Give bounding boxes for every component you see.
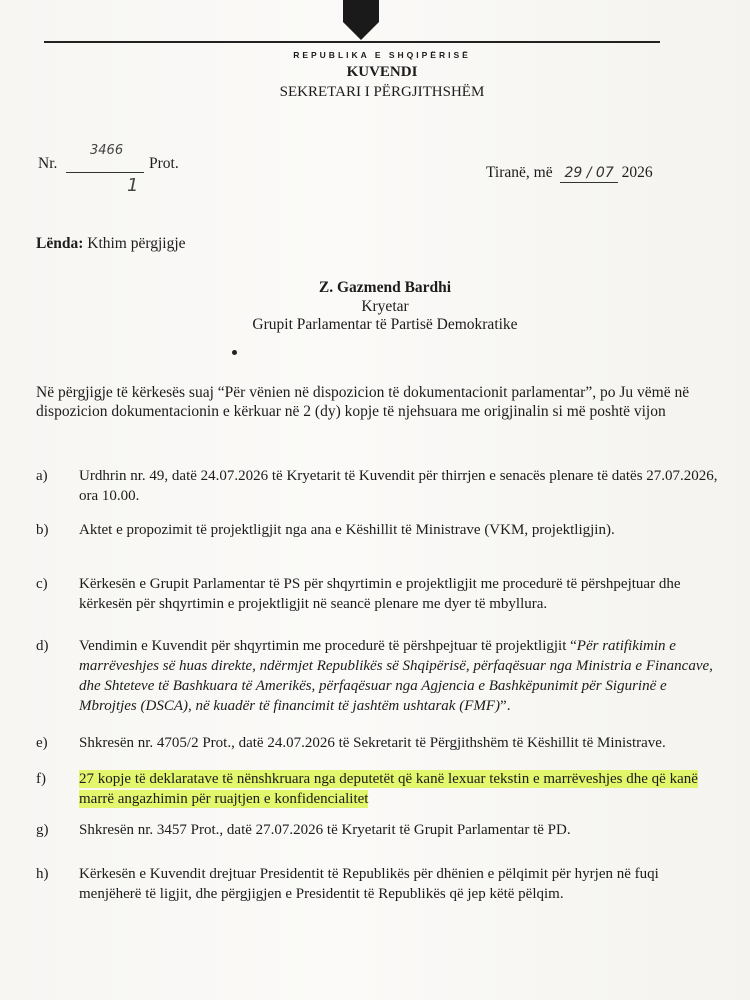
list-item-text: Kërkesën e Kuvendit drejtuar Presidentit të Republikës për dhënien e pëlqimit për hyrjen në fuqi menjëherë të ligjit, dhe përgjigjen e Presidentit të Republikës që jep këtë pëlqim. xyxy=(79,866,659,902)
prot-label: Prot. xyxy=(149,155,179,172)
list-item-text: Kërkesën e Grupit Parlamentar të PS për shqyrtimin e projektligjit me procedurë të përshpejtuar dhe kërkesën për shqyrtimin e projektligjit në seancë plenare me dyer të mbyllura. xyxy=(79,576,681,612)
header-rule xyxy=(44,41,660,43)
subject-text: Kthim përgjigje xyxy=(87,235,186,252)
list-item-letter: b) xyxy=(36,522,49,538)
list-item-letter: d) xyxy=(36,638,49,654)
law-title: Për ratifikimin e marrëveshjes së huas direkte, ndërmjet Republikës së Shqipërisë, përfaqësuar nga Ministria e Financave, dhe Shteteve të Bashkuara të Amerikës, përfaqësuar nga Agjencia e Bashkëpunimit për Sigurinë e Mbrojtjes (DSCA), në kuadër të financimit të jashtëm ushtarak (FMF) xyxy=(79,638,713,714)
protocol-number xyxy=(38,143,179,196)
date-month: 07 xyxy=(595,165,614,181)
subject-line xyxy=(36,235,186,253)
list-item-letter: c) xyxy=(36,576,48,592)
list-item-text-start: Vendimin e Kuvendit për shqyrtimin me procedurë të përshpejtuar të projektligjit “ xyxy=(79,638,577,654)
date-day: 29 xyxy=(564,165,583,181)
subject-label: Lënda: xyxy=(36,235,84,252)
addressee-group: Grupit Parlamentar të Partisë Demokratike xyxy=(252,316,518,333)
list-item-letter: e) xyxy=(36,735,48,751)
list-item-text: Shkresën nr. 3457 Prot., datë 27.07.2026 të Kryetarit të Grupit Parlamentar të PD. xyxy=(79,822,571,838)
list-item-text: Shkresën nr. 4705/2 Prot., datë 24.07.2026 të Sekretarit të Përgjithshëm të Këshillit të Ministrave. xyxy=(79,735,666,751)
list-item-text: Aktet e propozimit të projektligjit nga ana e Këshillit të Ministrave (VKM, projektligjin). xyxy=(79,522,615,538)
place-label: Tiranë, më xyxy=(486,164,553,181)
place-date xyxy=(486,164,653,183)
intro-paragraph: Në përgjigje të kërkesës suaj “Për vënien në dispozicion të dokumentacionit parlamentar”, po Ju vëmë në dispozicion dokumentacionin e kërkuar në 2 (dy) kopje të njehsuara me origjinalin si më poshtë vijon xyxy=(36,384,690,420)
list-item-letter: h) xyxy=(36,866,49,882)
addressee-name: Z. Gazmend Bardhi xyxy=(318,279,452,296)
list-item-text-end: ”. xyxy=(500,698,511,714)
nr-label: Nr. xyxy=(38,155,58,172)
addressee-role: Kryetar xyxy=(361,298,409,315)
coat-of-arms-emblem xyxy=(343,0,379,40)
republic-name: REPUBLIKA E SHQIPËRISË xyxy=(293,50,471,60)
ink-dot xyxy=(232,350,237,355)
list-item-letter: f) xyxy=(36,771,46,787)
nr-handwritten: 3466 xyxy=(90,143,124,158)
nr-underline xyxy=(66,172,144,173)
list-item-text xyxy=(79,636,719,716)
list-item-letter: a) xyxy=(36,468,48,484)
date-year: 2026 xyxy=(621,164,653,181)
list-item-letter: g) xyxy=(36,822,49,838)
list-item-text: Urdhrin nr. 49, datë 24.07.2026 të Kryetarit të Kuvendit për thirrjen e senacës plenare të datës 27.07.2026, ora 10.00. xyxy=(79,468,718,504)
office-name: SEKRETARI I PËRGJITHSHËM xyxy=(279,84,485,100)
nr-handwritten-sub: 1 xyxy=(127,175,139,196)
institution-name: KUVENDI xyxy=(346,64,418,80)
highlighted-text: 27 kopje të deklaratave të nënshkruara nga deputetët që kanë lexuar tekstin e marrëveshjes dhe që kanë marrë angazhimin për ruajtjen e konfidencialitet xyxy=(79,771,698,807)
date-handwritten: 29 / 07 xyxy=(560,164,617,183)
